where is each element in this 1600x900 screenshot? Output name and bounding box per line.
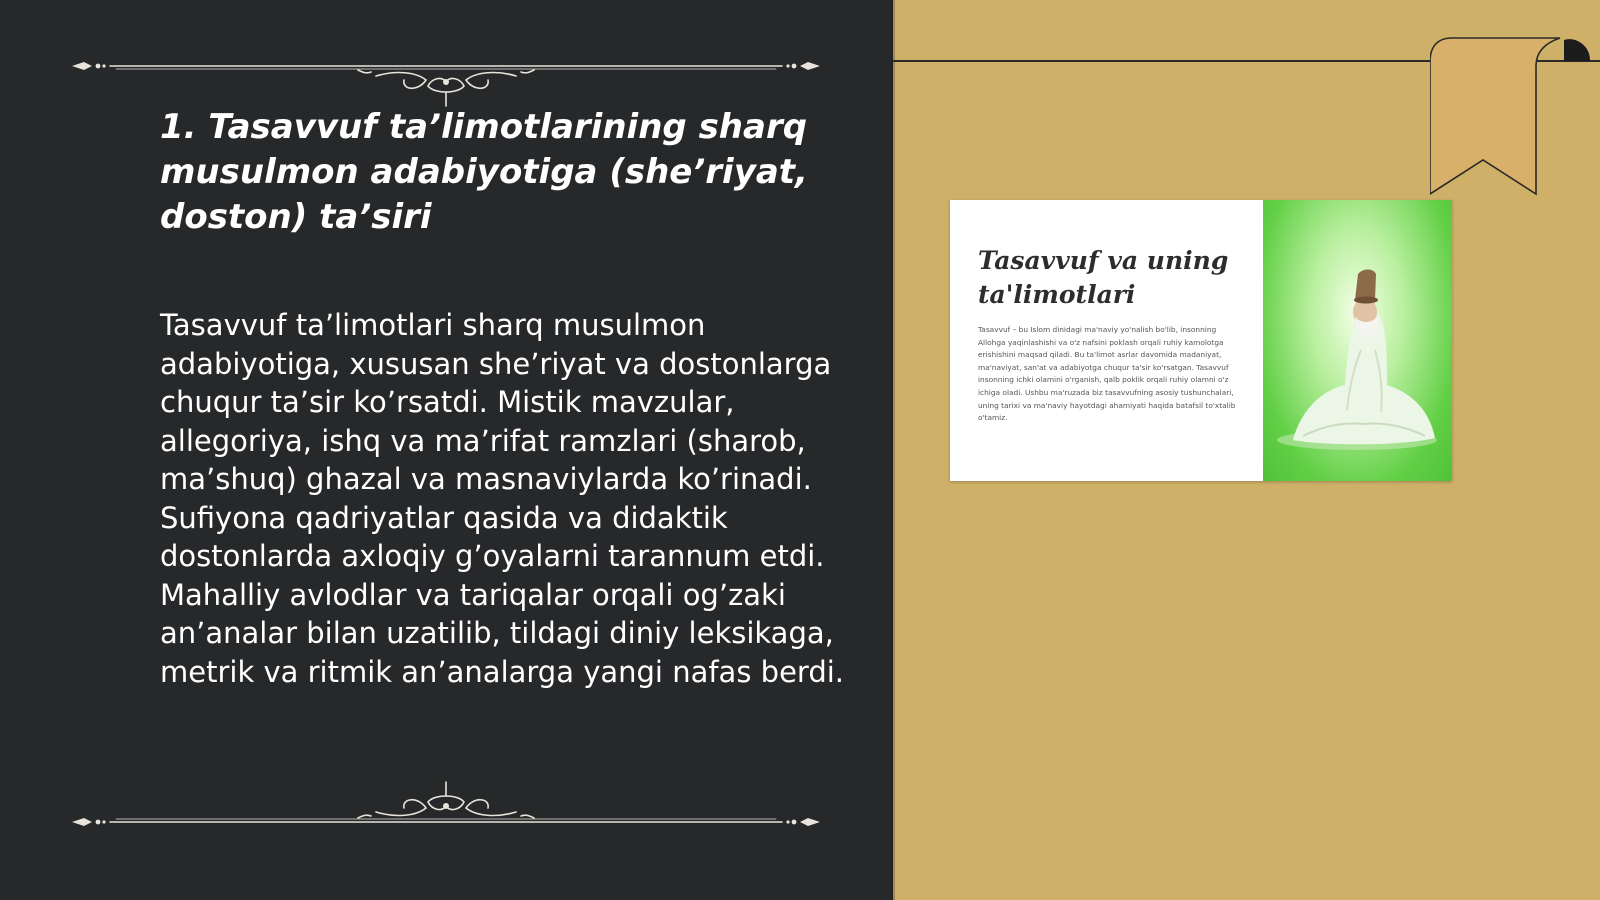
slide-body-text: Tasavvuf ta’limotlari sharq musulmon adabiyotiga, xususan she’riyat va dostonlarga chuqur ta’sir ko’rsatdi. Mistik mavzular, allegoriya, ishq va ma’rifat ramzlari (sharob, ma’shuq) ghazal va masnaviylarda ko’rinadi. Sufiyona qadriyatlar qasida va didaktik dostonlarda axloqiy g’oyalarni tarannum etdi. Mahalliy avlodlar va tariqalar orqali og’zaki an’analar bilan uzatilib, tildagi diniy leksikaga, metrik va ritmik an’analarga yangi nafas berdi. bbox=[160, 308, 845, 689]
card-title: Tasavvuf va uning ta'limotlari bbox=[978, 246, 1229, 309]
panel-divider bbox=[889, 0, 895, 900]
card-description: Tasavvuf – bu Islom dinidagi ma'naviy yo'nalish bo'lib, insonning Allohga yaqinlashishi va o'z nafsini poklash orqali ruhiy kamolotga erishishini maqsad qiladi. Bu ta'limot asrlar davomida madaniyat, ma'naviyat, san'at va adabiyotga chuqur ta'sir ko'rsatgan. Tasavvuf insonning ichki olamini o'rganish, qalb poklik orqali ruhiy olamni o'z ichiga oladi. Ushbu ma'ruzada biz tasavvufning asosiy tushunchalari, uning tarixi va ma'naviy hayotdagi ahamiyati haqida batafsil to'xtalib o'tamiz. bbox=[978, 325, 1236, 423]
card-text-area bbox=[950, 200, 1263, 481]
flourish-divider-icon bbox=[66, 776, 826, 836]
meditating-sufi-illustration bbox=[1263, 200, 1452, 481]
flourish-divider-icon bbox=[66, 52, 826, 112]
slide-title: 1. Tasavvuf ta’limotlarining sharq musulmon adabiyotiga (she’riyat, doston) ta’siri bbox=[160, 107, 808, 237]
bookmark-ribbon-icon bbox=[1430, 32, 1600, 202]
content-card bbox=[950, 200, 1452, 481]
